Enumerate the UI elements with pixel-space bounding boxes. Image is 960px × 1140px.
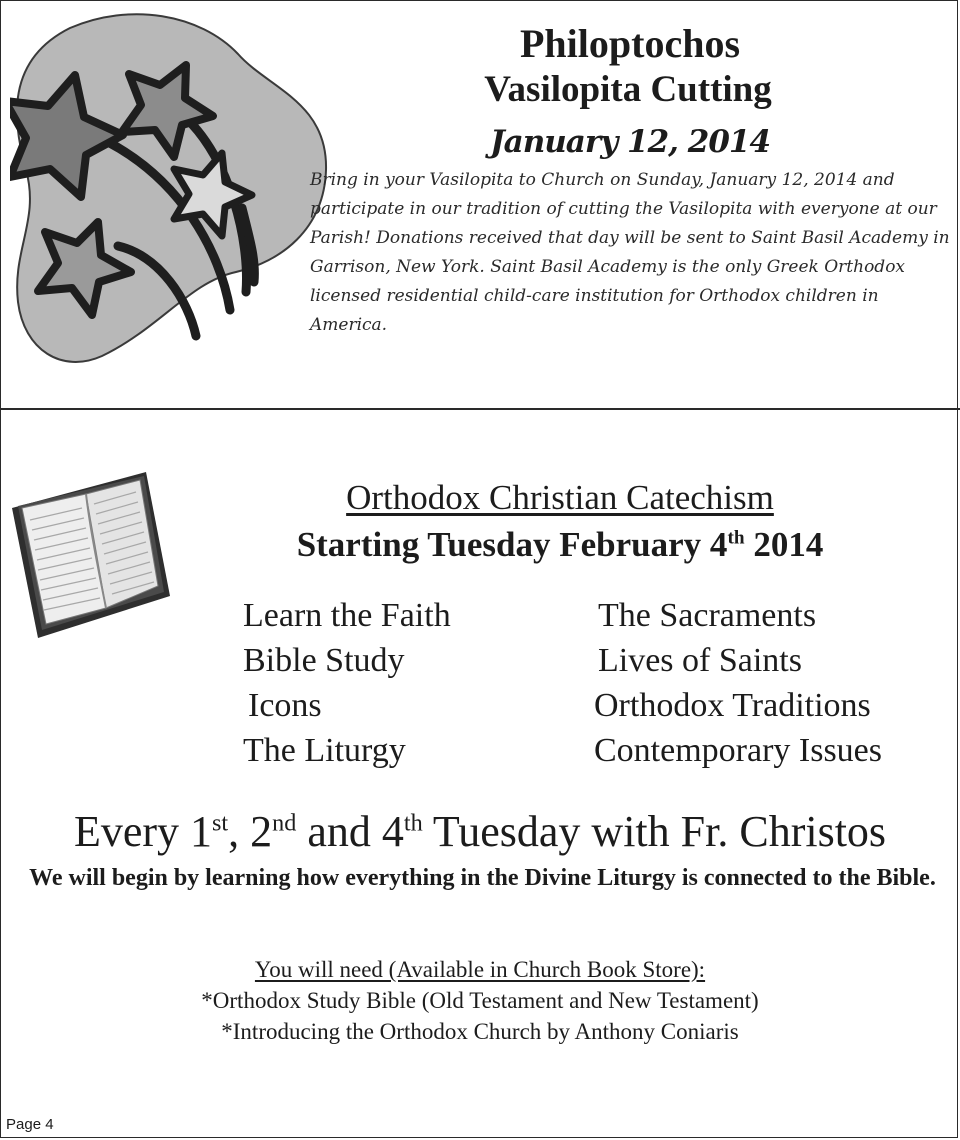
start-date-year: 2014 bbox=[744, 525, 824, 564]
schedule-text: Every 1 bbox=[73, 807, 213, 856]
catechism-start-date bbox=[250, 522, 870, 568]
topic-item: Icons bbox=[248, 687, 322, 724]
vasilopita-date: January 12, 2014 bbox=[489, 124, 771, 160]
topic-item: Contemporary Issues bbox=[594, 732, 883, 769]
start-date-text: Starting Tuesday February 4 bbox=[296, 525, 728, 564]
topic-item: The Liturgy bbox=[243, 732, 406, 769]
vasilopita-subtitle: Vasilopita Cutting bbox=[484, 69, 772, 110]
vasilopita-description: Bring in your Vasilopita to Church on Sunday, January 12, 2014 and participate in our tradition of cutting the Vasilopita with everyone at our Parish! Donations received that day will be sent to Saint Basil Academy in Garrison, New York. Saint Basil Academy is the only Greek Orthodox licensed residential child-care institution for Orthodox children in America. bbox=[310, 170, 950, 335]
open-bible-icon bbox=[8, 468, 173, 643]
schedule-text: , 2 bbox=[228, 807, 273, 856]
topic-item: The Sacraments bbox=[598, 597, 817, 634]
schedule-ordinal: th bbox=[403, 809, 423, 837]
materials-heading: You will need (Available in Church Book Store): bbox=[254, 957, 706, 982]
page-number: Page 4 bbox=[6, 1116, 54, 1133]
schedule-text: and 4 bbox=[296, 807, 404, 856]
vasilopita-title: Philoptochos bbox=[519, 21, 741, 66]
catechism-note: We will begin by learning how everything in the Divine Liturgy is connected to the Bible. bbox=[29, 865, 936, 891]
section-divider bbox=[0, 408, 960, 410]
schedule-text: Tuesday with Fr. Christos bbox=[422, 807, 887, 856]
topic-item: Orthodox Traditions bbox=[594, 687, 871, 724]
shooting-stars-icon bbox=[10, 10, 330, 372]
materials-item: *Introducing the Orthodox Church by Anthony Coniaris bbox=[221, 1019, 739, 1044]
start-date-ordinal: th bbox=[727, 527, 745, 549]
schedule-ordinal: nd bbox=[272, 809, 297, 837]
catechism-title: Orthodox Christian Catechism bbox=[346, 478, 774, 517]
topic-item: Bible Study bbox=[243, 642, 405, 679]
topic-item: Learn the Faith bbox=[243, 597, 451, 634]
topic-item: Lives of Saints bbox=[598, 642, 802, 679]
schedule-ordinal: st bbox=[212, 809, 229, 837]
materials-item: *Orthodox Study Bible (Old Testament and New Testament) bbox=[201, 988, 759, 1013]
class-schedule bbox=[0, 805, 960, 859]
